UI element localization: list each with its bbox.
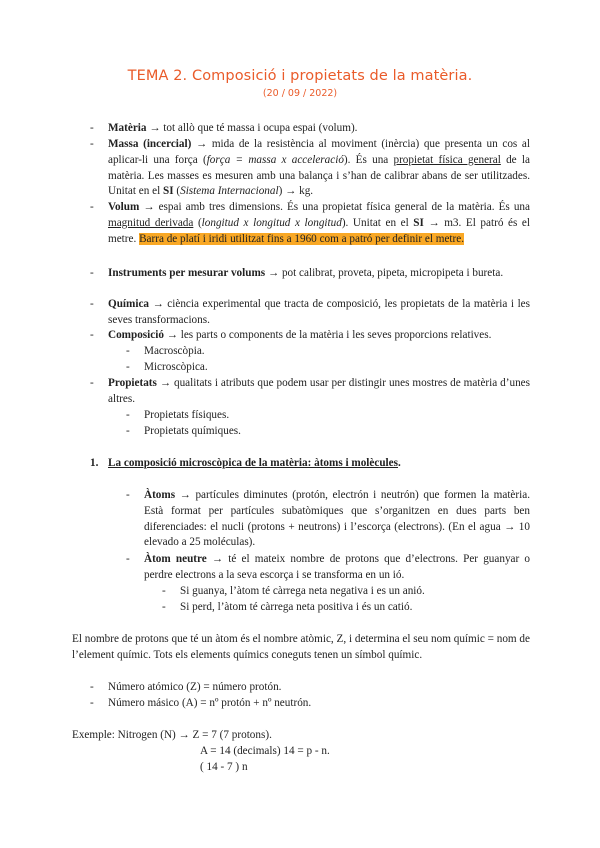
term: Matèria [108,122,147,134]
bullet-atom-neutre: Àtom neutre → té el mateix nombre de protons que d’electrons. Per guanyar o perdre electrons a la seva escorça i se transforma en un ió. [144,553,530,581]
page-date: (20 / 09 / 2022) [262,88,338,99]
bullet-marker: - [126,553,130,565]
bullet-marker: - [90,681,94,693]
term: Àtoms [144,489,176,501]
sub-item: Macroscòpia. [144,345,205,357]
bullet-marker: - [90,329,94,341]
bullet-marker: - [90,138,94,150]
sub-item: Si guanya, l’àtom té càrrega neta negativa i es un anió. [180,585,425,597]
bullet-propietats: Propietats → qualitats i atributs que podem usar per distingir unes mostres de matèria d’unes altres. [108,377,530,405]
term: Composició [108,329,164,341]
bullet-marker: - [90,377,94,389]
bullet-marker: - [162,601,166,613]
term: Àtom neutre [144,553,207,565]
term: Instruments per mesurar volums [108,267,266,279]
bullet-marker: - [126,345,130,357]
page-title: TEMA 2. Composició i propietats de la matèria. [127,68,473,84]
sub-item: Microscòpica. [144,361,208,373]
bullet-massa: Massa (incercial) → mida de la resistència al moviment (inèrcia) que presenta un cos al aplicar-li una força (força = massa x acceleració). És una propietat física general de la matèria. Les masses es mesuren amb una balança i s’han de calibrar abans de ser utilitzades. Unitat en el SI (Sistema Internacional) → kg. [108,138,531,198]
bullet-marker: - [90,267,94,279]
bullet-marker: - [162,585,166,597]
sub-item: Si perd, l’àtom té càrrega neta positiva i és un catió. [180,601,413,613]
bullet-instruments: Instruments per mesurar volums → pot calibrat, proveta, pipeta, micropipeta i bureta. [108,267,504,279]
bullet-composicio: Composició → les parts o components de la matèria i les seves proporcions relatives. [108,329,492,341]
term: Volum [108,201,140,213]
list-item: Número atómico (Z) = número protón. [108,681,282,693]
term: Massa (incercial) [108,138,192,150]
sub-item: Propietats físiques. [144,409,230,421]
paragraph-atomic-number: El nombre de protons que té un àtom és el nombre atòmic, Z, i determina el seu nom químic = nom de l’element químic. Tots els elements químics coneguts tenen un símbol químic. [72,633,530,661]
bullet-marker: - [90,122,94,134]
sub-item: Propietats químiques. [144,425,241,437]
bullet-marker: - [126,489,130,501]
example-line-2: A = 14 (decimals) 14 = p - n. [200,745,330,757]
bullet-marker: - [126,409,130,421]
bullet-marker: - [90,697,94,709]
bullet-materia: Matèria → tot allò que té massa i ocupa espai (volum). [108,122,358,134]
term: Propietats [108,377,157,389]
bullet-quimica: Química → ciència experimental que tracta de composició, les propietats de la matèria i les seves transformacions. [108,298,530,326]
bullet-marker: - [90,201,94,213]
section-number: 1. [90,457,99,469]
bullet-atoms: Àtoms → partícules diminutes (protón, electrón i neutrón) que formen la matèria. Està format per partícules subatòmiques que s’organitzen en dues parts ben diferenciades: el nucli (protons + neutrons) i l’escorça (electrons). (En el agua → 10 elevado a 25 moléculas). [144,489,530,549]
section-heading: La composició microscòpica de la matèria: àtoms i molècules. [108,457,401,469]
bullet-marker: - [126,425,130,437]
bullet-marker: - [126,361,130,373]
bullet-marker: - [90,298,94,310]
bullet-volum: Volum → espai amb tres dimensions. És una propietat física general de la matèria. És una magnitud derivada (longitud x longitud x longitud). Unitat en el SI → m3. El patró és el metre. Barra de platí i iridi utilitzat fins a 1960 com a patró per definir el metre. [108,201,530,245]
example-line-1: Exemple: Nitrogen (N) → Z = 7 (7 protons). [72,729,272,741]
example-line-3: ( 14 - 7 ) n [200,761,248,773]
highlight: Barra de platí i iridi utilitzat fins a 1960 com a patró per definir el metre. [139,232,465,245]
term: Química [108,298,150,310]
list-item: Número másico (A) = nº protón + nº neutrón. [108,697,312,709]
